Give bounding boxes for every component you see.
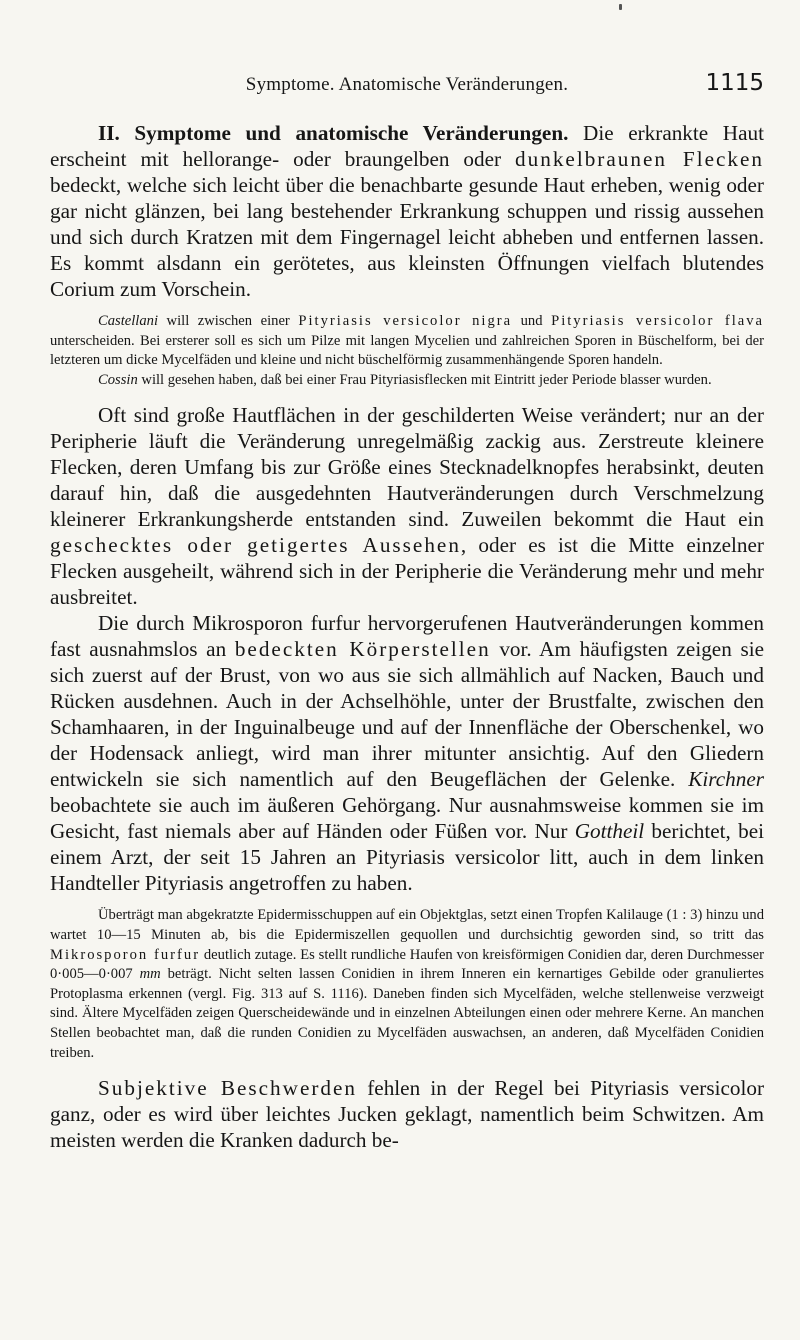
spaced-emphasis: Pityriasis versicolor flava — [551, 313, 765, 329]
author-name: Gottheil — [574, 819, 645, 844]
note-cossin — [50, 371, 764, 391]
text-span: berichtet, bei einem Arzt, der seit 15 Jahren an Pityriasis versicolor litt, auch in dem linken Handteller Pityriasis angetroffen zu haben. — [50, 819, 765, 896]
section-paragraph-1 — [50, 120, 764, 302]
text-span: beträgt. Nicht selten lassen Conidien in ihrem Inneren ein kernartiges Gebilde oder granuliertes Protoplasma erkennen (vergl. Fig. 313 auf S. 1116). Daneben finden sich Mycelfäden, welche stellenweise verzweigt sind. Ältere Mycelfäden zeigen Querscheidewände und in einzelnen Abteilungen einen oder mehrere Kerne. An manchen Stellen beobachtet man, daß die runden Conidien zu Mycelfäden auswachsen, an anderen, daß Mycelfäden Conidien treiben. — [50, 966, 764, 1061]
author-name: Castellani — [98, 313, 158, 329]
note-microscopy — [50, 906, 764, 1063]
paragraph-2 — [50, 402, 764, 610]
text-span: fehlen in der Regel bei Pityriasis versicolor ganz, oder es wird über leichtes Jucken geklagt, namentlich beim Schwitzen. Am meisten werden die Kranken dadurch be- — [50, 1076, 764, 1153]
text-span: unterscheiden. Bei ersterer soll es sich um Pilze mit langen Mycelien und zahlreichen Sporen in Büschelform, bei der letzteren um dicke Mycelfäden und kleine und nicht büschelförmig zusammenhängende Sporen handeln. — [50, 332, 764, 369]
text-span: und — [512, 313, 552, 329]
text-span: , oder es ist die Mitte einzelner Flecken ausgeheilt, während sich in der Peripherie die Veränderung mehr und mehr ausbreitet. — [50, 533, 764, 610]
text-span: Oft sind große Hautflächen in der geschilderten Weise verändert; nur an der Peripherie läuft die Veränderung unregelmäßig zackig aus. Zerstreute kleinere Flecken, deren Umfang bis zur Größe eines Stecknadelknopfes herabsinkt, deuten darauf hin, daß die ausgedehnten Hautveränderungen durch Verschmelzung kleinerer Erkrankungsherde entstanden sind. Zuweilen bekommt die Haut ein — [50, 403, 764, 532]
spaced-emphasis: Subjektive Beschwerden — [98, 1076, 357, 1101]
paragraph-3 — [50, 610, 764, 896]
running-head: Symptome. Anatomische Veränderungen. — [245, 74, 569, 95]
text-span: bedeckt, welche sich leicht über die benachbarte gesunde Haut erheben, wenig oder gar nicht glänzen, bei lang bestehender Erkrankung schuppen und rissig aussehen und sich durch Kratzen mit dem Fingernagel leicht abheben und entfernen lassen. Es kommt alsdann ein gerötetes, aus kleinsten Öffnungen vielfach blutendes Corium zum Vorschein. — [50, 173, 764, 301]
spaced-emphasis: geschecktes oder getigertes Aussehen — [50, 533, 461, 558]
text-span: Die durch Mikrosporon furfur hervorgerufenen Hautveränderungen kommen fast ausnahmslos an — [50, 611, 764, 662]
spaced-emphasis: bedeckten Körperstellen — [234, 637, 491, 662]
spaced-emphasis: Mikrosporon furfur — [50, 946, 201, 963]
page-body — [50, 120, 764, 1153]
text-span: Überträgt man abgekratzte Epidermisschuppen auf ein Objektglas, setzt einen Tropfen Kalilauge (1 : 3) hinzu und wartet 10—15 Minuten ab, bis die Epidermiszellen gequollen und durchsichtig geworden sind, so tritt das — [50, 907, 764, 943]
text-span: will gesehen haben, daß bei einer Frau Pityriasisflecken mit Eintritt jeder Periode blasser wurden. — [137, 371, 712, 388]
text-span: vor. Am häufigsten zeigen sie sich zuerst auf der Brust, von wo aus sie sich allmählich auf Nacken, Bauch und Rücken ausdehnen. Auch in der Achselhöhle, unter der Brustfalte, zwischen den Schamhaaren, in der Inguinalbeuge und auf der Innenfläche der Oberschenkel, wo der Hodensack anliegt, wird man ihrer mitunter ansichtig. Auf den Gliedern entwickeln sie sich namentlich auf den Beugeflächen der Gelenke. — [50, 637, 764, 792]
note-castellani — [50, 312, 764, 371]
paragraph-4 — [50, 1075, 764, 1153]
unit-label: mm — [139, 966, 161, 983]
text-span: will zwischen einer — [158, 313, 299, 329]
text-span: deutlich zutage. Es stellt rundliche Haufen von kreisförmigen Conidien dar, deren Durchmesser 0·005—0·007 — [50, 946, 764, 983]
print-speck — [619, 4, 622, 10]
section-heading: II. Symptome und anatomische Veränderungen. — [98, 121, 569, 145]
text-span: beobachtete sie auch im äußeren Gehörgang. Nur ausnahmsweise kommen sie im Gesicht, fast niemals aber auf Händen oder Füßen vor. Nur — [50, 793, 764, 844]
spaced-emphasis: dunkelbraunen Flecken — [515, 147, 764, 171]
text-span: Die erkrankte Haut erscheint mit hellorange- oder braungelben oder — [50, 121, 764, 171]
spaced-emphasis: Pityriasis versicolor nigra — [298, 313, 513, 329]
author-name: Kirchner — [688, 767, 764, 792]
author-name: Cossin — [98, 371, 138, 388]
page-number: 1115 — [705, 70, 764, 96]
